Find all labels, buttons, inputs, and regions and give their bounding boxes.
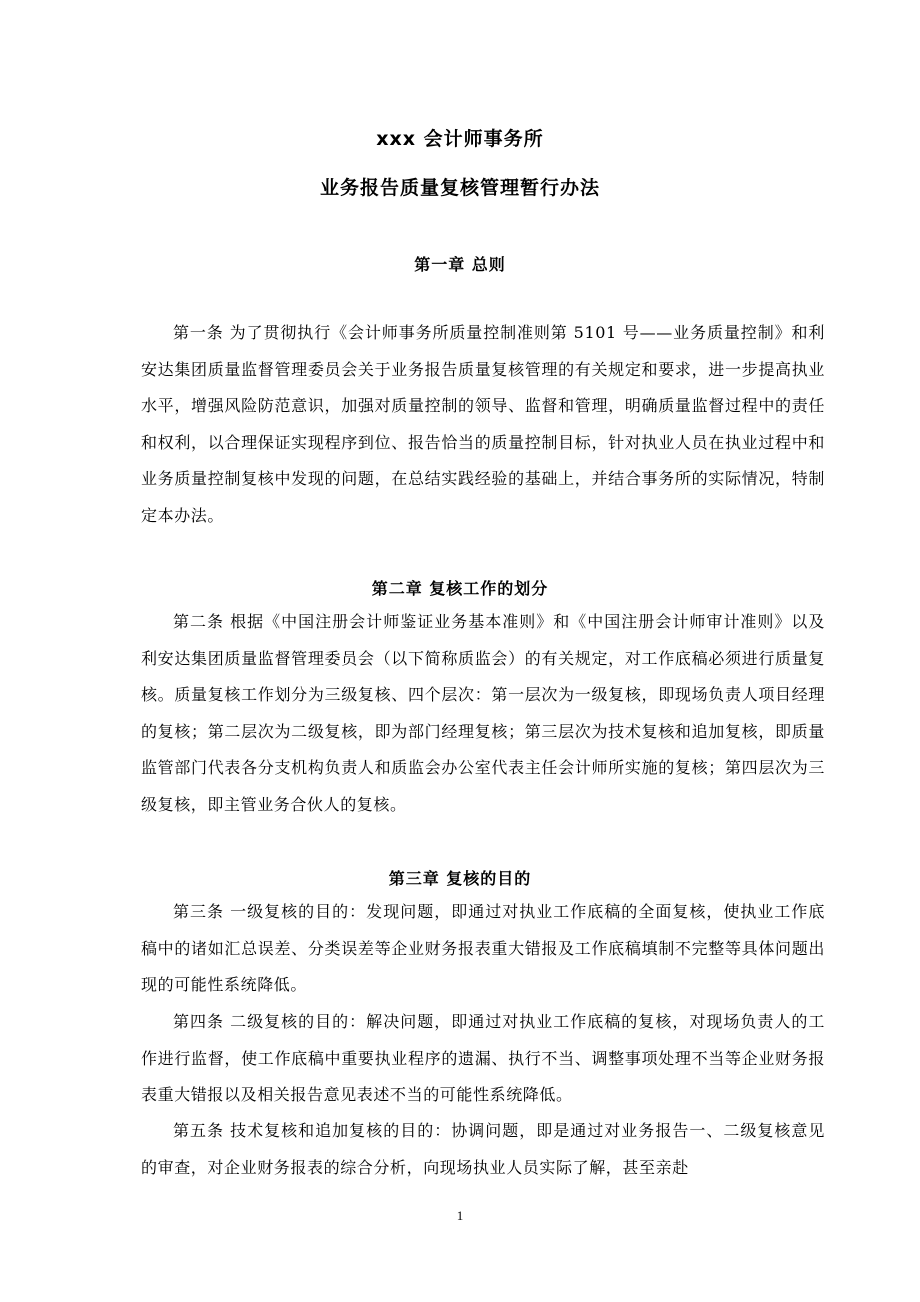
article-1: 第一条 为了贯彻执行《会计师事务所质量控制准则第 5101 号——业务质量控制》和利安达集团质量监督管理委员会关于业务报告质量复核管理的有关规定和要求，进一步提高执业水平，增强风险防范意识，加强对质量控制的领导、监督和管理，明确质量监督过程中的责任和权利，以合理保证实现程序到位、报告恰当的质量控制目标，针对执业人员在执业过程中和业务质量控制复核中发现的问题，在总结实践经验的基础上，并结合事务所的实际情况，特制定本办法。 — [141, 323, 825, 525]
document-title-regulation: 业务报告质量复核管理暂行办法 — [319, 177, 600, 199]
page-number: 1 — [456, 1208, 464, 1223]
document-title-firm: xxx 会计师事务所 — [376, 128, 544, 150]
article-3: 第三条 一级复核的目的：发现问题，即通过对执业工作底稿的全面复核，使执业工作底稿中的诸如汇总误差、分类误差等企业财务报表重大错报及工作底稿填制不完整等具体问题出现的可能性系统降低。 — [141, 902, 825, 994]
chapter-heading-3: 第三章 复核的目的 — [388, 869, 532, 888]
article-2: 第二条 根据《中国注册会计师鉴证业务基本准则》和《中国注册会计师审计准则》以及利安达集团质量监督管理委员会（以下简称质监会）的有关规定，对工作底稿必须进行质量复核。质量复核工作划分为三级复核、四个层次：第一层次为一级复核，即现场负责人项目经理的复核；第二层次为二级复核，即为部门经理复核；第三层次为技术复核和追加复核，即质量监管部门代表各分支机构负责人和质监会办公室代表主任会计师所实施的复核；第四层次为三级复核，即主管业务合伙人的复核。 — [141, 612, 825, 814]
chapter-heading-1: 第一章 总则 — [414, 255, 506, 274]
chapter-heading-2: 第二章 复核工作的划分 — [371, 579, 549, 598]
article-5: 第五条 技术复核和追加复核的目的：协调问题，即是通过对业务报告一、二级复核意见的审查，对企业财务报表的综合分析，向现场执业人员实际了解，甚至亲赴 — [141, 1121, 825, 1177]
article-4: 第四条 二级复核的目的：解决问题，即通过对执业工作底稿的复核，对现场负责人的工作进行监督，使工作底稿中重要执业程序的遗漏、执行不当、调整事项处理不当等企业财务报表重大错报以及相关报告意见表述不当的可能性系统降低。 — [141, 1012, 825, 1104]
